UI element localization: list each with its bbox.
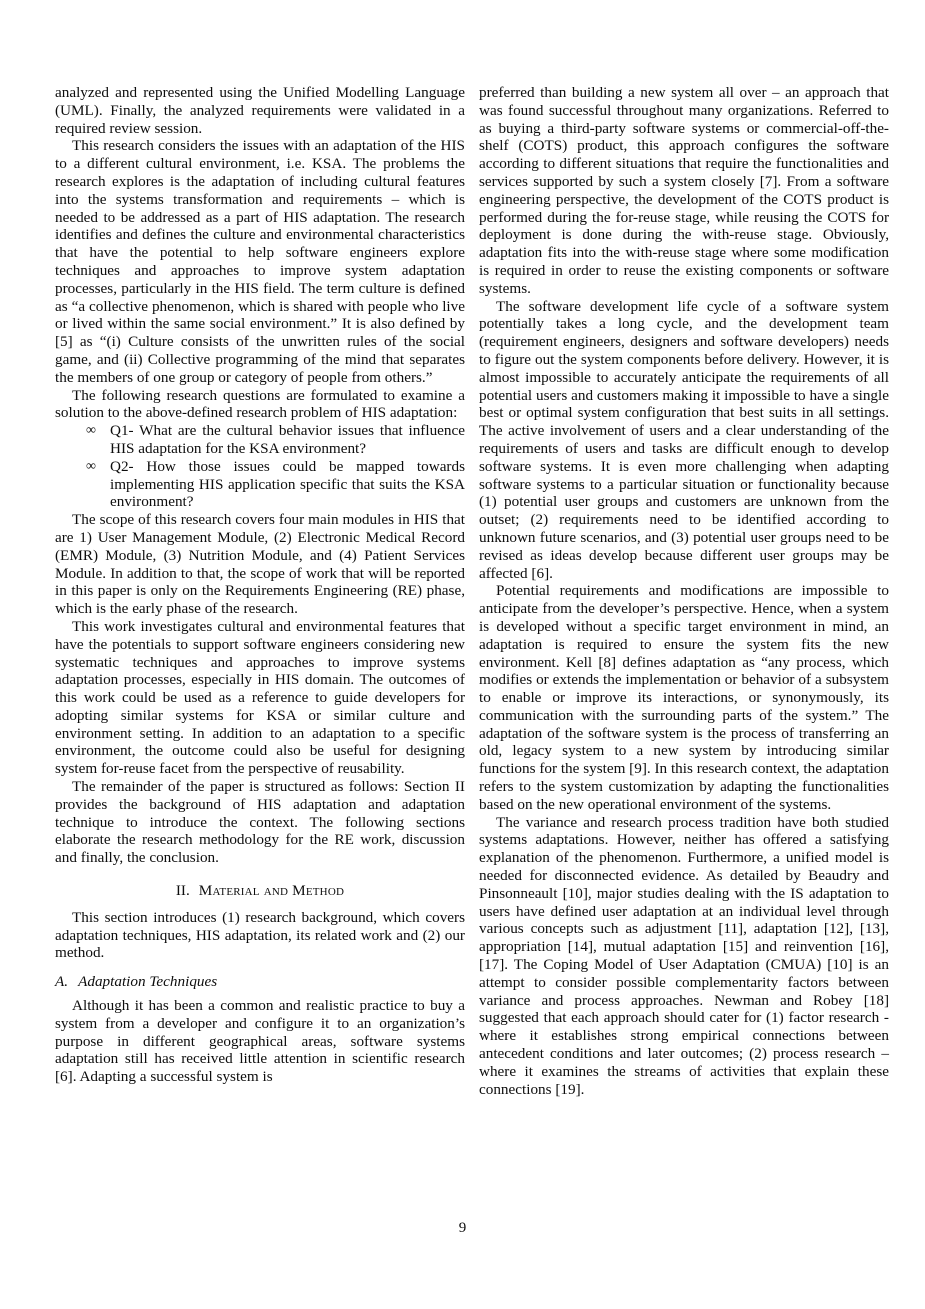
- infinity-bullet-icon: ∞: [86, 458, 96, 474]
- paragraph-continuation: analyzed and represented using the Unified Modelling Language (UML). Finally, the analyzed requirements were validated in a required review session.: [55, 84, 465, 137]
- paragraph: The following research questions are formulated to examine a solution to the above-defined research problem of HIS adaptation:: [55, 386, 465, 422]
- section-heading: [55, 882, 465, 900]
- infinity-bullet-icon: ∞: [86, 423, 96, 439]
- paragraph: The variance and research process tradition have both studied systems adaptations. However, neither has offered a satisfying explanation of the phenomenon. Furthermore, a unified model is needed for disconnected evidence. As detailed by Beaudry and Pinsonneault [10], major studies dealing with the IS adaptation to users have defined user adaptation at an individual level through various concepts such as adjustment [11], adaptation [12], [13], appropriation [14], mutual adaptation [15] and reinvention [16], [17]. The Coping Model of User Adaptation (CMUA) [10] is an attempt to consider possible complementarity factors between variance and process approaches. Newman and Robey [18] suggested that each approach should cater for (1) factor research - where it establishes strong empirical connections between antecedent conditions and later outcomes; (2) process research – where it examines the streams of activities that explain these connections [19].: [479, 813, 889, 1098]
- section-number: II.: [175, 882, 190, 900]
- paragraph: The software development life cycle of a software system potentially takes a long cycle, and the development team (requirement engineers, designers and software developers) needs to figure out the system components before delivery. However, it is almost impossible to accurately anticipate the requirements of all potential users and customers making it impossible to have a single best or optimal system configuration that best suits in all settings. The active involvement of users and a clear understanding of the requirements of users and tasks are difficult enough to develop software systems. It is even more challenging when adapting software systems to a particular situation or functionality because (1) potential user groups and customers are unknown from the outset; (2) requirements need to be identified according to unknown future scenarios, and (3) potential user groups need to be revised as ideas develop because different user groups may be affected [6].: [479, 297, 889, 582]
- subsection-title: Adaptation Techniques: [78, 973, 218, 991]
- list-item: [55, 422, 465, 458]
- list-item-text: Q2- How those issues could be mapped towards implementing HIS application specific that suits the KSA environment?: [110, 457, 465, 511]
- research-questions-list: [55, 422, 465, 511]
- section-title: Material and Method: [198, 882, 345, 900]
- subsection-heading: [55, 973, 465, 991]
- left-column: [55, 84, 465, 1098]
- paragraph: This section introduces (1) research background, which covers adaptation techniques, HIS adaptation, its related work and (2) our method.: [55, 908, 465, 962]
- page-number: 9: [458, 1220, 467, 1236]
- paragraph: The scope of this research covers four main modules in HIS that are 1) User Management Module, (2) Electronic Medical Record (EMR) Module, (3) Nutrition Module, and (4) Patient Services Module. In addition to that, the scope of work that will be reported in this paper is only on the Requirements Engineering (RE) phase, which is the early phase of the research.: [55, 511, 465, 618]
- page-body: [55, 84, 889, 1098]
- list-item-text: Q1- What are the cultural behavior issues that influence HIS adaptation for the KSA environment?: [110, 422, 465, 457]
- paragraph: This work investigates cultural and environmental features that have the potentials to support software engineers considering new systematic techniques and approaches to improve systems adaptation processes, especially in HIS domain. The outcomes of this work could be used as a reference to guide developers for adopting similar systems for KSA or similar culture and environment setting. In addition to an adaptation to a specific environment, the outcome could also be useful for designing system for-reuse facet from the perspective of reusability.: [55, 617, 465, 778]
- list-item: [55, 458, 465, 511]
- paragraph: The remainder of the paper is structured as follows: Section II provides the background of HIS adaptation and adaptation technique to introduce the context. The following sections elaborate the research methodology for the RE work, discussion and finally, the conclusion.: [55, 778, 465, 867]
- paragraph: Although it has been a common and realistic practice to buy a system from a developer and configure it to an organization’s purpose in different geographical areas, software systems adaptation still has received little attention in scientific research [6]. Adapting a successful system is: [55, 997, 465, 1086]
- paragraph: This research considers the issues with an adaptation of the HIS to a different cultural environment, i.e. KSA. The problems the research explores is the adaptation of including cultural features into the systems transformation and requirements – which is needed to be addressed as a part of HIS adaptation. The research identifies and defines the culture and environmental characteristics that have the potential to help software engineers explore techniques and approaches to improve system adaptation processes, particularly in the HIS field. The term culture is defined as “a collective phenomenon, which is shared with people who live or lived within the same social environment.” It is also defined by [5] as “(i) Culture consists of the unwritten rules of the social game, and (ii) Collective programming of the mind that separates the members of one group or category of people from others.”: [55, 137, 465, 386]
- paragraph: Potential requirements and modifications are impossible to anticipate from the developer’s perspective. Hence, when a system is developed without a specific target environment in mind, an adaptation is required to ensure the system fits the new environment. Kell [8] defines adaptation as “any process, which modifies or extends the implementation or behavior of a subsystem to enable or improve its interactions, or synonymously, its communication with the surrounding parts of the system.” The adaptation of the software system is the process of transferring an old, legacy system to a new system by introducing similar functions for the system [9]. In this research context, the adaptation refers to the system customization by adapting the functionalities based on the new operational environment of the systems.: [479, 582, 889, 813]
- subsection-letter: A.: [55, 973, 69, 991]
- paragraph-continuation: preferred than building a new system all over – an approach that was found successful throughout many organizations. Referred to as buying a third-party software systems or commercial-off-the-shelf (COTS) product, this approach configures the software according to different situations that require the functionalities and services supported by such a system closely [7]. From a software engineering perspective, the development of the COTS product is performed during the for-reuse stage, while reusing the COTS for deployment is done during the with-reuse stage. Obviously, adaptation fits into the with-reuse stage where some modification is required in order to reuse the existing components or software systems.: [479, 84, 889, 297]
- right-column: [479, 84, 889, 1098]
